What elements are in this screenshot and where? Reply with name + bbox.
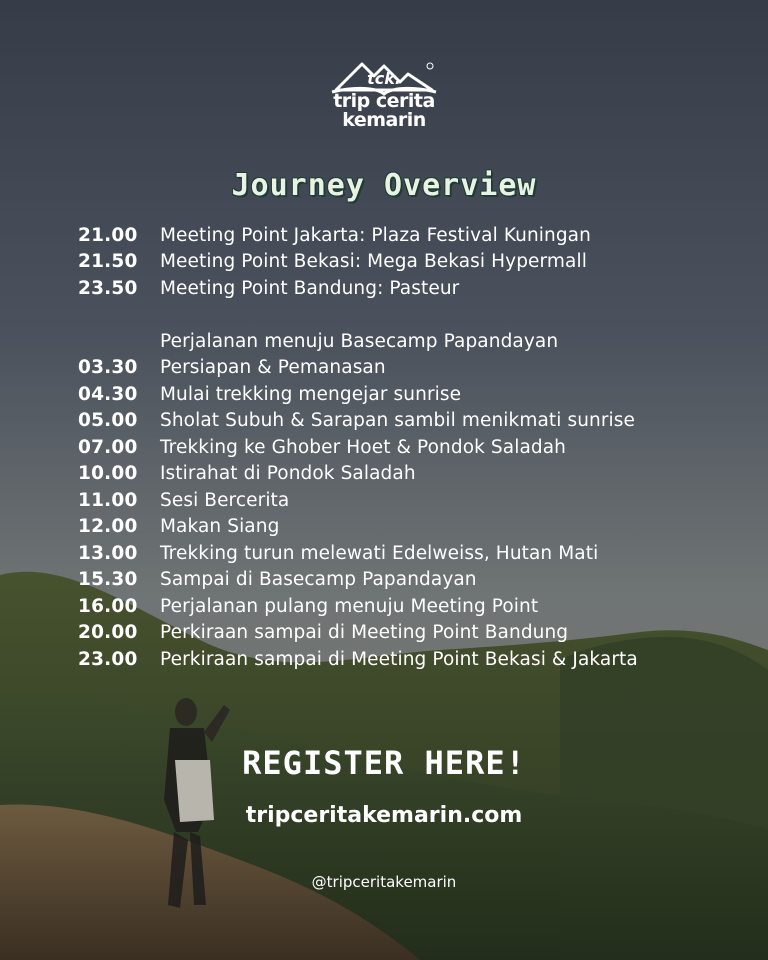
schedule-row — [78, 620, 758, 647]
schedule-time: 21.50 — [78, 251, 138, 273]
social-handle[interactable]: @tripceritakemarin — [311, 873, 457, 891]
schedule-row — [78, 461, 758, 488]
schedule-activity: Trekking turun melewati Edelweiss, Hutan Mati — [160, 542, 599, 564]
page-title: Journey Overview — [231, 168, 537, 203]
schedule-activity: Persiapan & Pemanasan — [160, 357, 386, 379]
schedule-time: 04.30 — [78, 383, 138, 405]
schedule-activity: Perjalanan pulang menuju Meeting Point — [160, 595, 539, 617]
schedule-activity: Meeting Point Bekasi: Mega Bekasi Hypermall — [160, 251, 587, 273]
schedule-time: 23.50 — [78, 277, 138, 299]
schedule-row — [78, 328, 758, 355]
schedule-time: 12.00 — [78, 516, 138, 538]
logo-wordmark — [322, 92, 446, 130]
schedule-row — [78, 249, 758, 276]
schedule-activity: Mulai trekking mengejar sunrise — [160, 383, 462, 405]
schedule-time: 23.00 — [78, 648, 138, 670]
schedule-row — [78, 222, 758, 249]
schedule-row — [78, 514, 758, 541]
schedule-row — [78, 540, 758, 567]
schedule-time: 16.00 — [78, 595, 138, 617]
schedule-row — [78, 646, 758, 673]
schedule-row — [78, 434, 758, 461]
brand-logo — [322, 56, 446, 146]
logo-line-2: kemarin — [342, 109, 426, 131]
schedule-activity: Sampai di Basecamp Papandayan — [160, 569, 477, 591]
register-heading: REGISTER HERE! — [242, 744, 526, 782]
schedule-activity: Sesi Bercerita — [160, 489, 290, 511]
schedule-activity: Istirahat di Pondok Saladah — [160, 463, 416, 485]
schedule-activity: Meeting Point Bandung: Pasteur — [160, 277, 460, 299]
schedule-time: 05.00 — [78, 410, 138, 432]
schedule-activity: Sholat Subuh & Sarapan sambil menikmati sunrise — [160, 410, 636, 432]
schedule-time: 15.30 — [78, 569, 138, 591]
schedule-activity: Meeting Point Jakarta: Plaza Festival Kuningan — [160, 224, 591, 246]
schedule-row — [78, 355, 758, 382]
schedule-row — [78, 275, 758, 302]
schedule-activity: Perkiraan sampai di Meeting Point Bekasi & Jakarta — [160, 648, 638, 670]
schedule-time: 13.00 — [78, 542, 138, 564]
schedule-activity: Makan Siang — [160, 516, 280, 538]
schedule-time: 10.00 — [78, 463, 138, 485]
website-link[interactable]: tripceritakemarin.com — [245, 803, 523, 828]
schedule-activity: Perjalanan menuju Basecamp Papandayan — [160, 330, 559, 352]
schedule-activity: Trekking ke Ghober Hoet & Pondok Saladah — [160, 436, 566, 458]
schedule-time: 03.30 — [78, 357, 138, 379]
logo-mark: tck. — [367, 69, 401, 88]
logo-line-1: trip cerita — [333, 90, 435, 112]
schedule-row — [78, 408, 758, 435]
schedule-time: 11.00 — [78, 489, 138, 511]
schedule-row — [78, 487, 758, 514]
schedule-time: 21.00 — [78, 224, 138, 246]
schedule-time: 07.00 — [78, 436, 138, 458]
schedule-activity: Perkiraan sampai di Meeting Point Bandung — [160, 622, 569, 644]
schedule-time: 20.00 — [78, 622, 138, 644]
schedule-list — [78, 222, 758, 673]
schedule-row — [78, 593, 758, 620]
schedule-row — [78, 381, 758, 408]
schedule-row — [78, 567, 758, 594]
